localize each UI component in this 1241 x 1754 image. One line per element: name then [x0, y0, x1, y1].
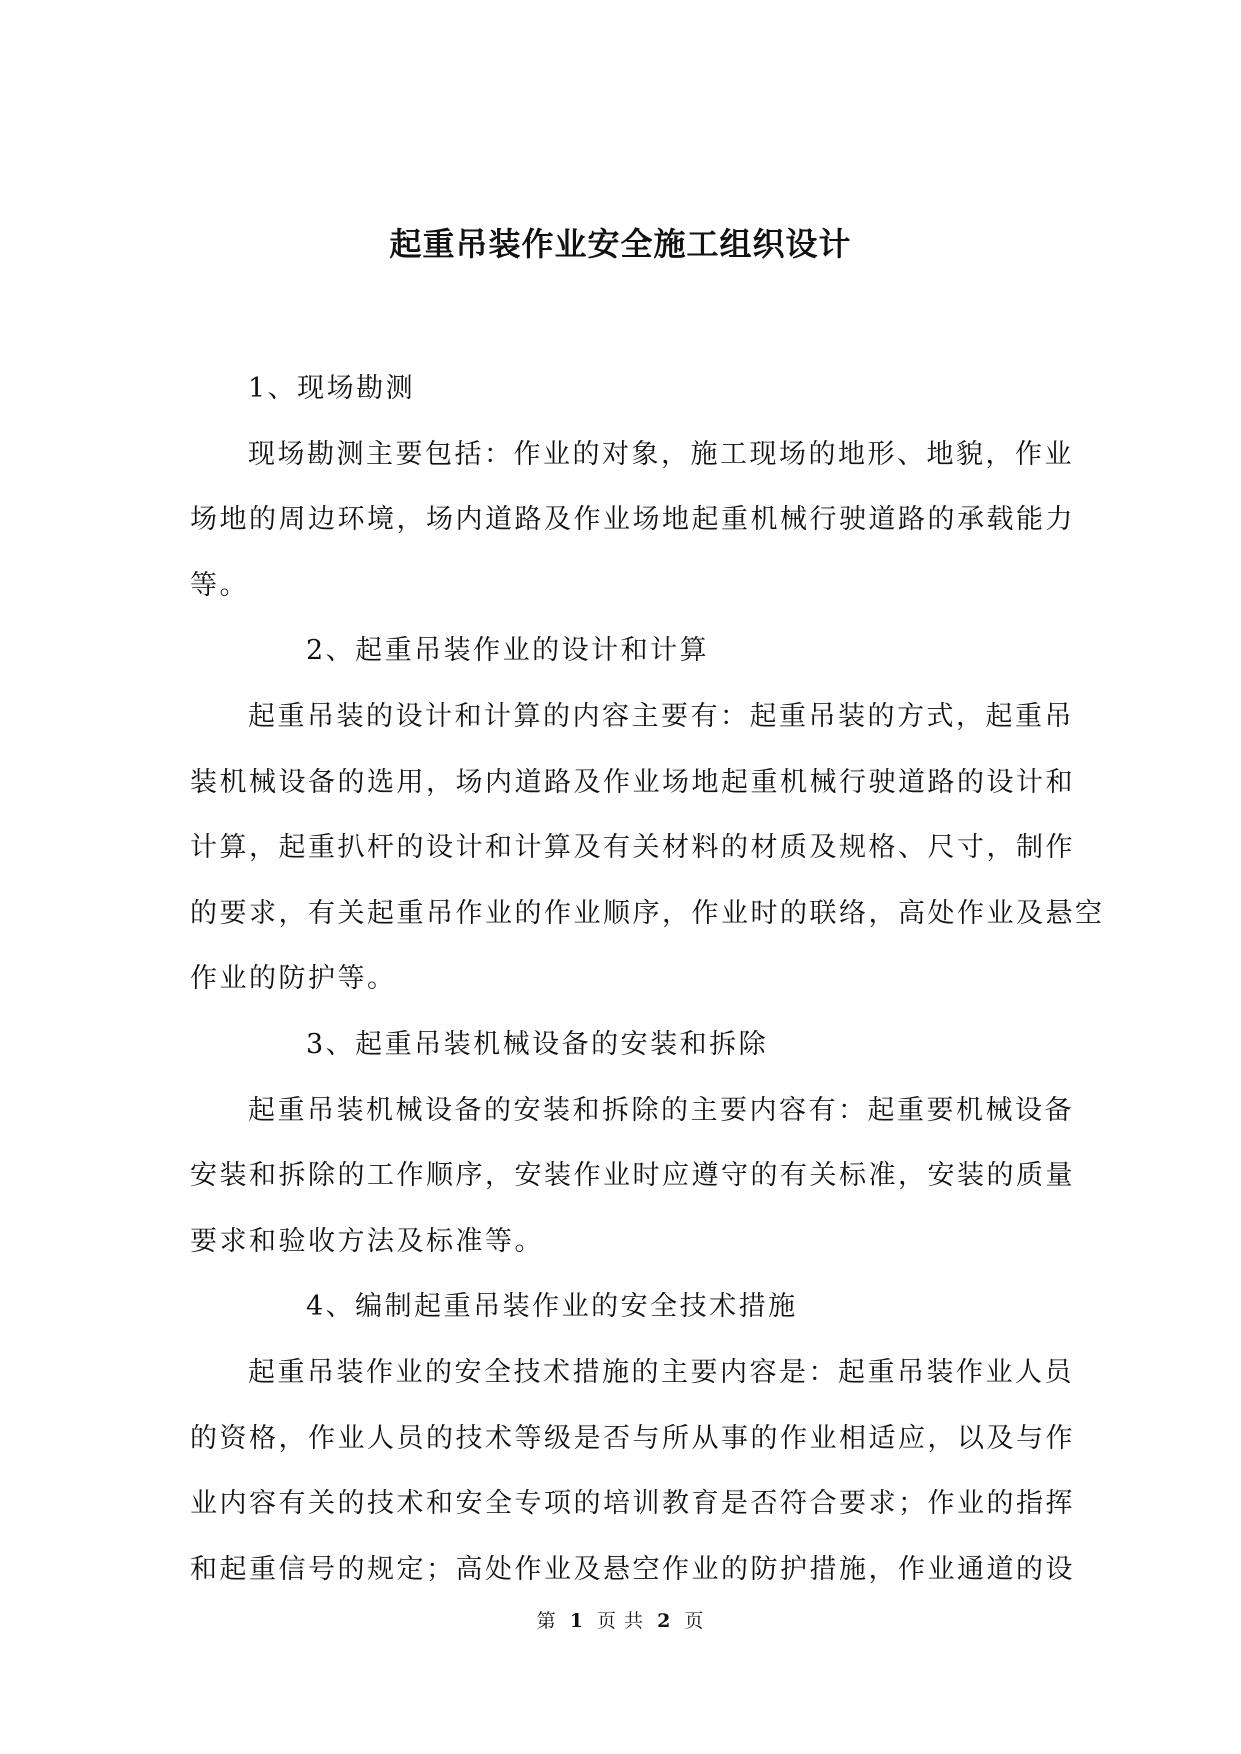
footer-prefix: 第: [536, 1610, 557, 1632]
paragraph-line: 起重吊装作业的安全技术措施的主要内容是：起重吊装作业人员: [248, 1356, 1074, 1388]
document-title: 起重吊装作业安全施工组织设计: [389, 225, 852, 263]
total-pages-number: 2: [657, 1610, 672, 1632]
paragraph-line: 装机械设备的选用，场内道路及作业场地起重机械行驶道路的设计和: [190, 766, 1075, 798]
section-heading-2: 2、起重吊装作业的设计和计算: [306, 635, 710, 667]
paragraph-line: 计算，起重扒杆的设计和计算及有关材料的材质及规格、尺寸，制作: [190, 832, 1075, 864]
paragraph-line: 等。: [190, 569, 249, 601]
paragraph-line: 业内容有关的技术和安全专项的培训教育是否符合要求；作业的指挥: [190, 1488, 1075, 1520]
footer-middle: 页 共: [596, 1610, 645, 1632]
footer-suffix: 页: [684, 1610, 705, 1632]
paragraph-line: 作业的防护等。: [190, 963, 397, 995]
paragraph-line: 起重吊装机械设备的安装和拆除的主要内容有：起重要机械设备: [248, 1094, 1074, 1126]
section-heading-3: 3、起重吊装机械设备的安装和拆除: [306, 1028, 769, 1060]
paragraph-line: 和起重信号的规定；高处作业及悬空作业的防护措施，作业通道的设: [190, 1553, 1075, 1585]
paragraph-line: 起重吊装的设计和计算的内容主要有：起重吊装的方式，起重吊: [248, 700, 1074, 732]
document-body: [190, 356, 1105, 1602]
section-heading-1: 1、现场勘测: [248, 373, 416, 404]
page-footer: [0, 1606, 1241, 1633]
paragraph-line: 现场勘测主要包括：作业的对象，施工现场的地形、地貌，作业: [248, 438, 1074, 470]
paragraph-line: 安装和拆除的工作顺序，安装作业时应遵守的有关标准，安装的质量: [190, 1160, 1075, 1192]
section-heading-4: 4、编制起重吊装作业的安全技术措施: [306, 1291, 798, 1323]
paragraph-line: 的资格，作业人员的技术等级是否与所从事的作业相适应，以及与作: [190, 1422, 1075, 1454]
current-page-number: 1: [569, 1610, 584, 1632]
paragraph-line: 要求和验收方法及标准等。: [190, 1225, 544, 1257]
paragraph-line: 场地的周边环境，场内道路及作业场地起重机械行驶道路的承载能力: [190, 504, 1075, 536]
paragraph-line: 的要求，有关起重吊作业的作业顺序，作业时的联络，高处作业及悬空: [190, 897, 1105, 929]
